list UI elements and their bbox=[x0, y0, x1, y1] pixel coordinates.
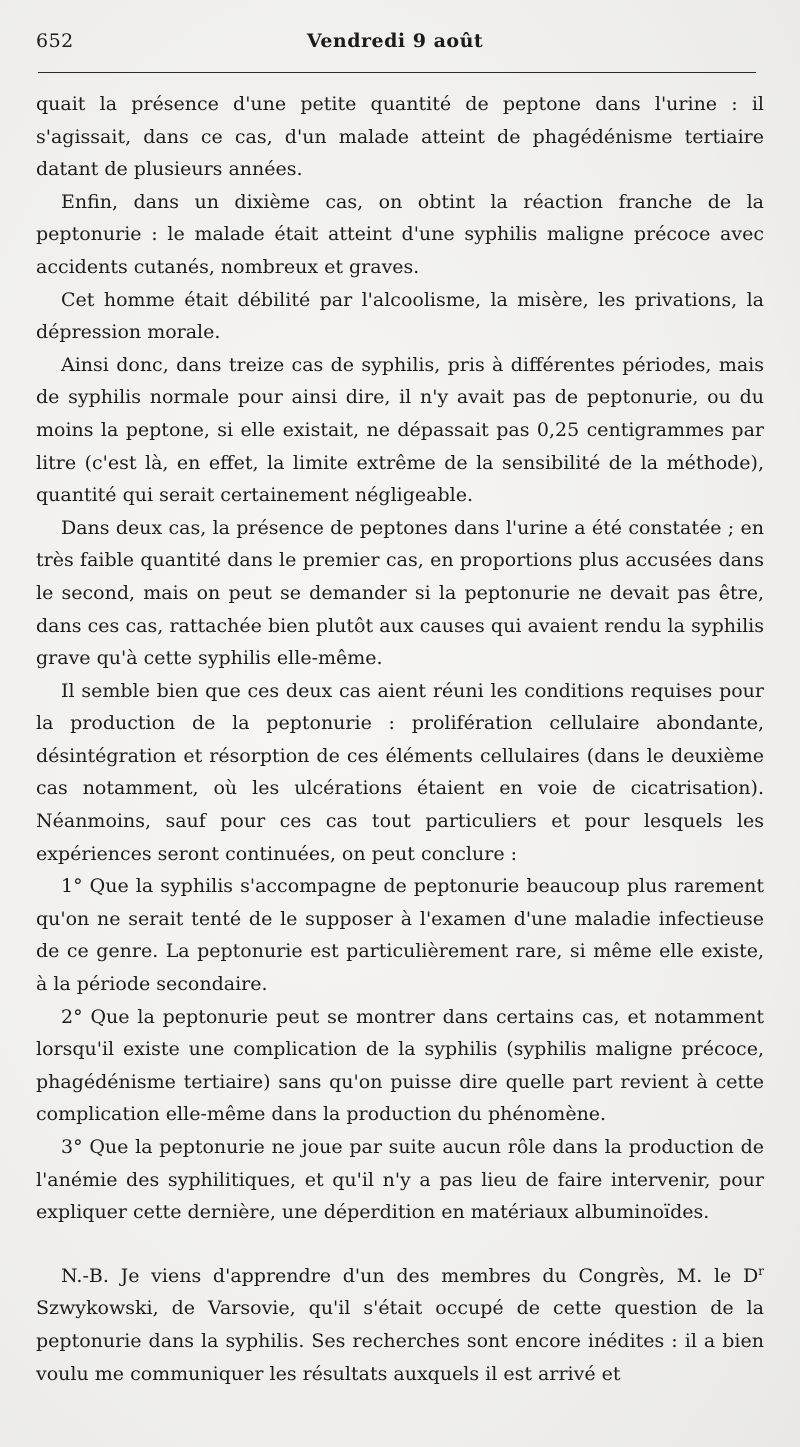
paragraph: Cet homme était débilité par l'alcoolisme, la misère, les privations, la dépression morale. bbox=[36, 288, 764, 344]
paragraph: Enfin, dans un dixième cas, on obtint la réaction franche de la peptonurie : le malade était atteint d'une syphilis maligne précoce avec accidents cutanés, nombreux et graves. bbox=[36, 190, 764, 278]
paragraph: Il semble bien que ces deux cas aient réuni les conditions requises pour la production de la peptonurie : prolifération cellulaire abondante, désintégration et résorption de ces éléments cellulaires (dans le deuxième cas notamment, où les ulcérations étaient en voie de cicatrisation). Néanmoins, sauf pour ces cas tout particuliers et pour lesquels les expériences seront continuées, on peut conclure : bbox=[36, 679, 764, 865]
page-header bbox=[36, 30, 754, 64]
paragraph: Ainsi donc, dans treize cas de syphilis, pris à différentes périodes, mais de syphilis normale pour ainsi dire, il n'y avait pas de peptonurie, ou du moins la peptone, si elle existait, ne dépassait pas 0,25 centigrammes par litre (c'est là, en effet, la limite extrême de la sensibilité de la méthode), quantité qui serait certainement négligeable. bbox=[36, 353, 764, 507]
body-text bbox=[36, 88, 764, 1390]
nota-bene-paragraph bbox=[36, 1260, 764, 1390]
page-number: 652 bbox=[36, 30, 74, 52]
conclusion-item-2: 2° Que la peptonurie peut se montrer dans certains cas, et notamment lorsqu'il existe une complication de la syphilis (syphilis maligne précoce, phagédénisme tertiaire) sans qu'on puisse dire quelle part revient à cette complication elle-même dans la production du phénomène. bbox=[36, 1005, 764, 1126]
conclusion-item-3: 3° Que la peptonurie ne joue par suite aucun rôle dans la production de l'anémie des syphilitiques, et qu'il n'y a pas lieu de faire intervenir, pour expliquer cette dernière, une déperdition en matériaux albuminoïdes. bbox=[36, 1136, 764, 1224]
nota-bene-text-start: N.-B. Je viens d'apprendre d'un des membres du Congrès, M. le D bbox=[61, 1264, 759, 1287]
paragraph: Dans deux cas, la présence de peptones dans l'urine a été constatée ; en très faible quantité dans le premier cas, en proportions plus accusées dans le second, mais on peut se demander si la peptonurie ne devait pas être, dans ces cas, rattachée bien plutôt aux causes qui avaient rendu la syphilis grave qu'à cette syphilis elle-même. bbox=[36, 516, 764, 670]
conclusion-item-1: 1° Que la syphilis s'accompagne de peptonurie beaucoup plus rarement qu'on ne serait tenté de le supposer à l'examen d'une maladie infectieuse de ce genre. La peptonurie est particulièrement rare, si même elle existe, à la période secondaire. bbox=[36, 875, 764, 996]
doctor-title-superscript: r bbox=[758, 1263, 764, 1278]
paragraph-continuation: quait la présence d'une petite quantité de peptone dans l'urine : il s'agissait, dans ce cas, d'un malade atteint de phagédénisme tertiaire datant de plusieurs années. bbox=[36, 93, 764, 181]
running-title: Vendredi 9 août bbox=[306, 30, 484, 52]
nota-bene-text-end: Szwykowski, de Varsovie, qu'il s'était occupé de cette question de la peptonurie dans la syphilis. Ses recherches sont encore inédites : il a bien voulu me communiquer les résultats auxquels il est arrivé et bbox=[36, 1297, 764, 1385]
header-rule bbox=[38, 72, 756, 73]
